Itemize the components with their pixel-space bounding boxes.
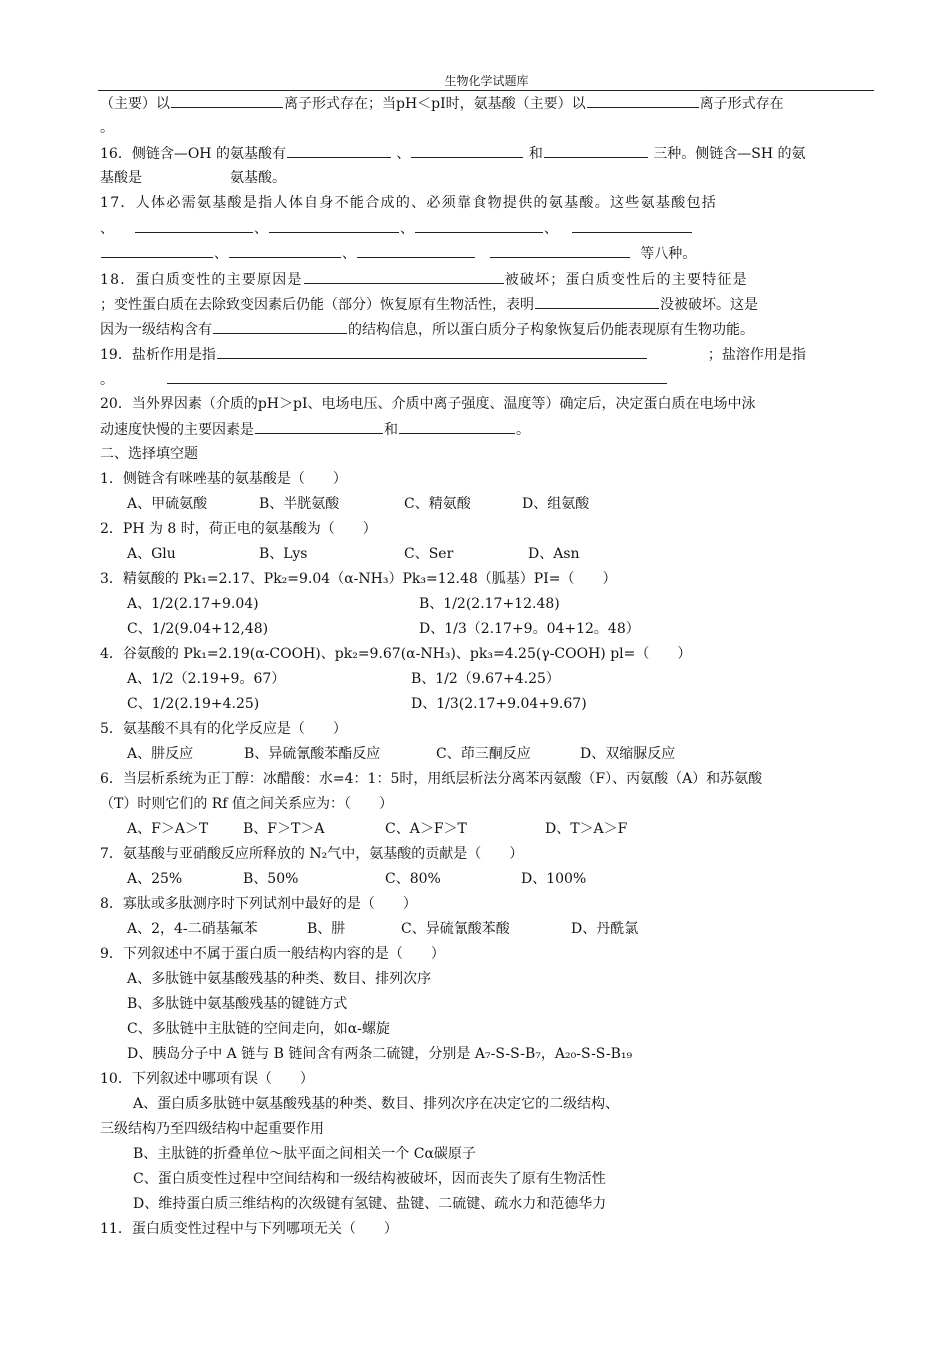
q2-options [127, 545, 902, 563]
blank[interactable] [135, 219, 253, 233]
blank[interactable] [357, 244, 475, 258]
blank[interactable] [287, 144, 391, 158]
q9-stem: 9．下列叙述中不属于蛋白质一般结构内容的是（ ） [100, 946, 445, 962]
option-c[interactable]: C、蛋白质变性过程中空间结构和一级结构被破坏，因而丧失了原有生物活性 [133, 1171, 606, 1187]
option-d[interactable]: D、维持蛋白质三维结构的次级键有氢键、盐键、二硫键、疏水力和范德华力 [133, 1196, 607, 1212]
option-a[interactable]: A、F＞A＞T [127, 821, 209, 837]
q19-line2: 。 [100, 370, 875, 389]
option-a[interactable]: A、甲硫氨酸 [127, 496, 208, 512]
option-c[interactable]: C、异硫氰酸苯酸 [401, 921, 510, 937]
option-a[interactable]: A、1/2(2.17+9.04) [127, 596, 259, 612]
q6-stem: 6．当层析系统为正丁醇：冰醋酸：水=4：1：5时，用纸层析法分离苯丙氨酸（F）、丙氨酸（A）和苏氨酸 [100, 771, 763, 787]
q8-options [127, 920, 902, 938]
q8-stem: 8．寡肽或多肽测序时下列试剂中最好的是（ ） [100, 896, 417, 912]
option-a[interactable]: A、Glu [127, 546, 176, 562]
option-b[interactable]: B、1/2（9.67+4.25） [411, 671, 560, 687]
blank[interactable] [399, 420, 515, 434]
q5-stem: 5．氨基酸不具有的化学反应是（ ） [100, 721, 347, 737]
q3-options-row1 [127, 595, 902, 613]
q18-line3: 因为一级结构含有 的结构信息，所以蛋白质分子构象恢复后仍能表现原有生物功能。 [100, 322, 754, 338]
blank[interactable] [171, 94, 283, 108]
option-a-cont: 三级结构乃至四级结构中起重要作用 [100, 1121, 324, 1137]
blank[interactable] [415, 219, 543, 233]
q15-end: 。 [100, 120, 114, 136]
blank[interactable] [101, 244, 213, 258]
q10-stem: 10．下列叙述中哪项有误（ ） [100, 1071, 314, 1087]
option-d[interactable]: D、组氨酸 [522, 496, 590, 512]
option-b[interactable]: B、异硫氰酸苯酯反应 [244, 746, 381, 762]
option-b[interactable]: B、肼 [307, 921, 346, 937]
blank[interactable] [255, 420, 383, 434]
q19-line1: 19．盐析作用是指 ；盐溶作用是指 [100, 347, 806, 363]
q15-continuation: （主要）以 离子形式存在；当pH＜pI时，氨基酸（主要）以 离子形式存在 [100, 96, 784, 112]
option-d[interactable]: D、1/3（2.17+9。04+12。48） [419, 621, 640, 637]
option-d[interactable]: D、100% [521, 871, 587, 887]
blank[interactable] [411, 144, 523, 158]
q18-line2: ；变性蛋白质在去除致变因素后仍能（部分）恢复原有生物活性，表明 没被破坏。这是 [100, 297, 758, 313]
q3-stem: 3．精氨酸的 Pk₁=2.17、Pk₂=9.04（α-NH₃）Pk₃=12.48（胍基）PI=（ ） [100, 571, 617, 587]
header-rule [98, 90, 874, 91]
q5-options [127, 745, 902, 763]
option-d[interactable]: D、胰岛分子中 A 链与 B 链间含有两条二硫键，分别是 A₇-S-S-B₇，A₂₀-S-S-B₁₉ [127, 1046, 633, 1062]
option-d[interactable]: D、T＞A＞F [545, 821, 628, 837]
option-c[interactable]: C、1/2(9.04+12,48) [127, 621, 269, 637]
option-c[interactable]: C、Ser [404, 546, 454, 562]
blank[interactable] [490, 244, 630, 258]
q4-options-row1 [127, 670, 902, 688]
q6-options [127, 820, 902, 838]
option-a[interactable]: A、2，4-二硝基氟苯 [127, 921, 258, 937]
q4-options-row2 [127, 695, 902, 713]
option-c[interactable]: C、80% [385, 871, 441, 887]
q1-stem: 1．侧链含有咪唑基的氨基酸是（ ） [100, 471, 347, 487]
q17-line1: 17．人体必需氨基酸是指人体自身不能合成的、必须靠食物提供的氨基酸。这些氨基酸包括 [100, 195, 718, 211]
blank[interactable] [269, 219, 399, 233]
option-a[interactable]: A、1/2（2.19+9。67） [127, 671, 286, 687]
q2-stem: 2．PH 为 8 时，荷正电的氨基酸为（ ） [100, 521, 377, 537]
option-b[interactable]: B、F＞T＞A [243, 821, 325, 837]
option-c[interactable]: C、多肽链中主肽链的空间走向，如α-螺旋 [127, 1021, 390, 1037]
q11-stem: 11．蛋白质变性过程中与下列哪项无关（ ） [100, 1221, 398, 1237]
q1-options [127, 495, 902, 513]
q4-stem: 4．谷氨酸的 Pk₁=2.19(α-COOH)、pk₂=9.67(α-NH₃)、pk₃=4.25(γ-COOH) pl=（ ） [100, 646, 692, 662]
q16-line2: 基酸是 氨基酸。 [100, 170, 286, 186]
option-a[interactable]: A、蛋白质多肽链中氨基酸残基的种类、数目、排列次序在决定它的二级结构、 [133, 1096, 620, 1112]
q20-line1: 20．当外界因素（介质的pH＞pI、电场电压、介质中离子强度、温度等）确定后，决定蛋白质在电场中泳 [100, 396, 756, 412]
option-c[interactable]: C、A＞F＞T [385, 821, 467, 837]
option-d[interactable]: D、Asn [528, 546, 580, 562]
option-b[interactable]: B、主肽链的折叠单位～肽平面之间相关一个 Cα碳原子 [133, 1146, 476, 1162]
option-c[interactable]: C、茚三酮反应 [436, 746, 531, 762]
option-c[interactable]: C、精氨酸 [404, 496, 471, 512]
option-a[interactable]: A、25% [127, 871, 183, 887]
page-header: 生物化学试题库 [444, 74, 529, 88]
q6-stem-cont: （T）时则它们的 Rf 值之间关系应为：（ ） [100, 796, 393, 812]
q16-line1: 16．侧链含—OH 的氨基酸有 、 和 三种。侧链含—SH 的氨 [100, 146, 806, 162]
blank[interactable] [217, 345, 647, 359]
q18-line1: 18．蛋白质变性的主要原因是 被破坏；蛋白质变性后的主要特征是 [100, 272, 748, 288]
blank[interactable] [213, 320, 347, 334]
q17-line2: 、 、 、 、 [100, 219, 875, 238]
option-b[interactable]: B、Lys [259, 546, 308, 562]
option-b[interactable]: B、1/2(2.17+12.48) [419, 596, 560, 612]
q7-stem: 7．氨基酸与亚硝酸反应所释放的 N₂气中，氨基酸的贡献是（ ） [100, 846, 524, 862]
section-title: 二、选择填空题 [100, 446, 198, 462]
blank[interactable] [229, 244, 341, 258]
option-a[interactable]: A、肼反应 [127, 746, 194, 762]
option-d[interactable]: D、1/3(2.17+9.04+9.67) [411, 696, 587, 712]
blank[interactable] [304, 270, 504, 284]
blank[interactable] [587, 94, 699, 108]
blank[interactable] [544, 144, 648, 158]
option-c[interactable]: C、1/2(2.19+4.25) [127, 696, 260, 712]
option-b[interactable]: B、多肽链中氨基酸残基的键链方式 [127, 996, 348, 1012]
option-b[interactable]: B、50% [243, 871, 299, 887]
option-a[interactable]: A、多肽链中氨基酸残基的种类、数目、排列次序 [127, 971, 432, 987]
blank[interactable] [167, 370, 667, 384]
option-d[interactable]: D、丹酰氯 [571, 921, 639, 937]
blank[interactable] [572, 219, 692, 233]
option-b[interactable]: B、半胱氨酸 [259, 496, 340, 512]
q3-options-row2 [127, 620, 902, 638]
blank[interactable] [535, 295, 659, 309]
q17-line3: 、 、 等八种。 [100, 244, 875, 263]
q20-line2: 动速度快慢的主要因素是 和 。 [100, 422, 530, 438]
option-d[interactable]: D、双缩脲反应 [580, 746, 676, 762]
q7-options [127, 870, 902, 888]
